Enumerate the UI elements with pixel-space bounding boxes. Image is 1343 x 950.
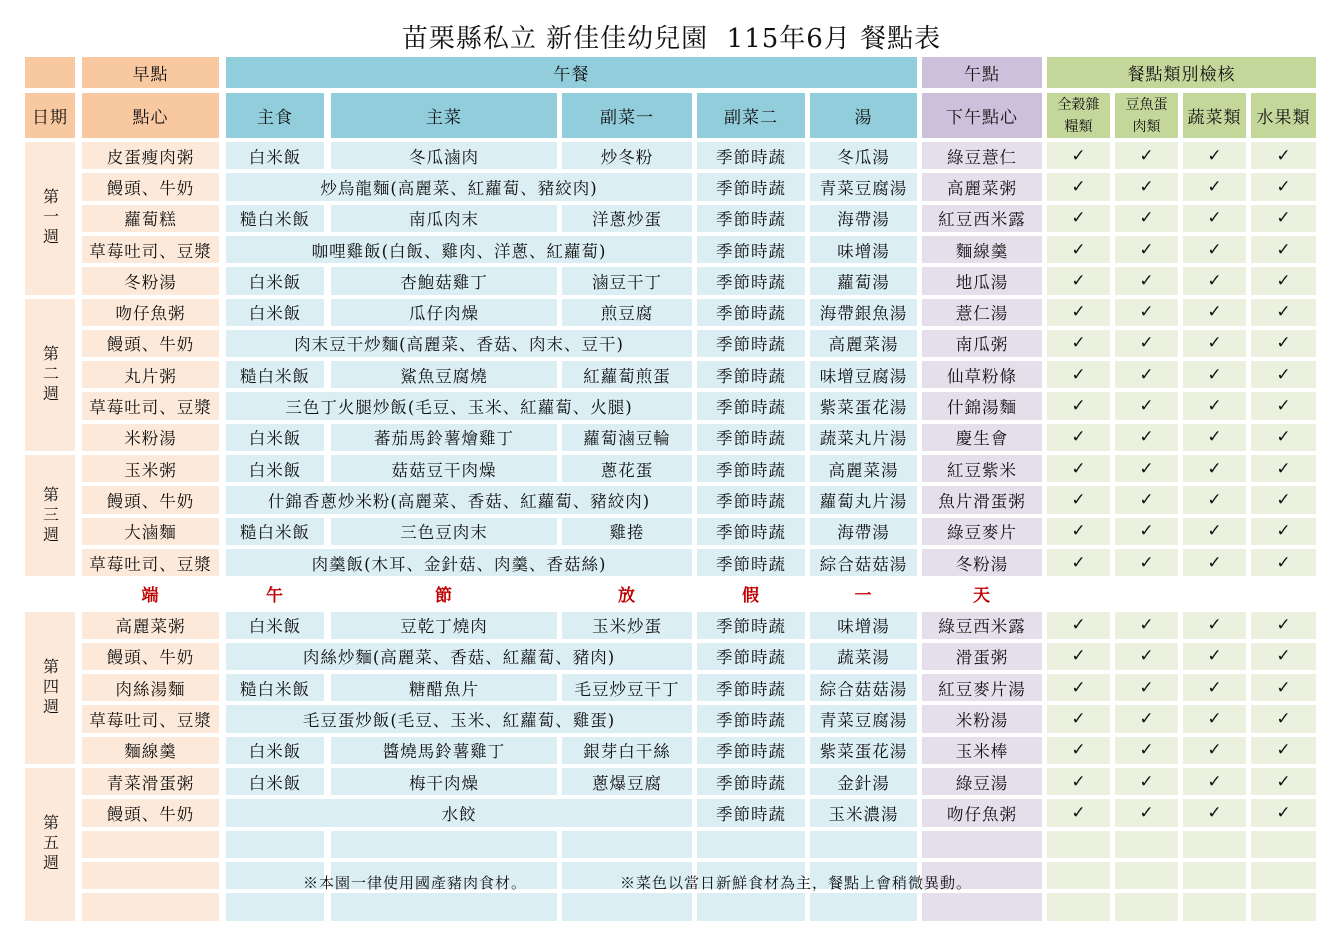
afternoon-snack-cell: 紅豆麥片湯 (922, 674, 1042, 701)
check-cell: ✓ (1115, 549, 1178, 576)
check-cell (1183, 862, 1246, 889)
check-cell: ✓ (1115, 674, 1178, 701)
check-cell: ✓ (1251, 799, 1316, 826)
staple-cell: 糙白米飯 (226, 361, 324, 388)
check-cell: ✓ (1251, 205, 1316, 232)
header-lunch: 午餐 (226, 57, 917, 88)
main-dish-cell: 豆乾丁燒肉 (331, 612, 557, 639)
afternoon-snack-cell: 綠豆麥片 (922, 518, 1042, 545)
check-cell: ✓ (1251, 705, 1316, 732)
check-cell: ✓ (1183, 392, 1246, 419)
side1-cell: 洋蔥炒蛋 (562, 205, 692, 232)
snack-cell: 饅頭、牛奶 (82, 486, 219, 513)
afternoon-snack-cell: 滑蛋粥 (922, 643, 1042, 670)
check-cell (1251, 862, 1316, 889)
main-dish-cell: 鯊魚豆腐燒 (331, 361, 557, 388)
afternoon-snack-cell: 仙草粉條 (922, 361, 1042, 388)
afternoon-snack-cell: 麵線羹 (922, 236, 1042, 263)
week-label: 第五週 (25, 768, 75, 921)
check-cell: ✓ (1047, 142, 1110, 169)
column-header-line: 糧類 (1064, 118, 1093, 135)
afternoon-snack-cell: 薏仁湯 (922, 299, 1042, 326)
snack-cell: 丸片粥 (82, 361, 219, 388)
check-cell: ✓ (1047, 455, 1110, 482)
check-cell (1251, 831, 1316, 858)
staple-cell: 白米飯 (226, 737, 324, 764)
side1-cell: 蘿蔔滷豆輪 (562, 424, 692, 451)
check-cell (1115, 862, 1178, 889)
staple-cell: 白米飯 (226, 768, 324, 795)
afternoon-snack-cell: 高麗菜粥 (922, 173, 1042, 200)
column-header-line: 全穀雜 (1057, 96, 1100, 113)
afternoon-snack-cell (922, 893, 1042, 920)
soup-cell: 味增豆腐湯 (810, 361, 917, 388)
combined-dish-cell: 水餃 (226, 799, 692, 826)
afternoon-snack-cell: 冬粉湯 (922, 549, 1042, 576)
check-cell: ✓ (1115, 267, 1178, 294)
soup-cell (810, 831, 917, 858)
column-header-protein (1115, 93, 1178, 138)
snack-cell: 皮蛋瘦肉粥 (82, 142, 219, 169)
afternoon-snack-cell: 米粉湯 (922, 705, 1042, 732)
check-cell (1183, 893, 1246, 920)
check-cell: ✓ (1183, 330, 1246, 357)
snack-cell: 青菜滑蛋粥 (82, 768, 219, 795)
side2-cell: 季節時蔬 (697, 299, 805, 326)
holiday-char: 午 (266, 586, 284, 607)
footer-note-pork: ※本園一律使用國產豬肉食材。 (303, 874, 528, 892)
side2-cell (697, 831, 805, 858)
check-cell: ✓ (1047, 674, 1110, 701)
soup-cell: 蔬菜湯 (810, 643, 917, 670)
combined-dish-cell: 毛豆蛋炒飯(毛豆、玉米、紅蘿蔔、雞蛋) (226, 705, 692, 732)
holiday-char: 天 (973, 586, 991, 607)
footer-note-changes: ※菜色以當日新鮮食材為主，餐點上會稍微異動。 (620, 874, 973, 892)
combined-dish-cell: 咖哩雞飯(白飯、雞肉、洋蔥、紅蘿蔔) (226, 236, 692, 263)
soup-cell: 高麗菜湯 (810, 330, 917, 357)
column-header-staple: 主食 (226, 93, 324, 138)
soup-cell: 味增湯 (810, 236, 917, 263)
check-cell: ✓ (1183, 361, 1246, 388)
check-cell: ✓ (1183, 173, 1246, 200)
side2-cell: 季節時蔬 (697, 205, 805, 232)
afternoon-snack-cell: 地瓜湯 (922, 267, 1042, 294)
check-cell: ✓ (1183, 518, 1246, 545)
check-cell: ✓ (1047, 424, 1110, 451)
side2-cell: 季節時蔬 (697, 705, 805, 732)
main-dish-cell: 冬瓜滷肉 (331, 142, 557, 169)
side1-cell: 雞捲 (562, 518, 692, 545)
column-header-side1: 副菜一 (562, 93, 692, 138)
side2-cell: 季節時蔬 (697, 142, 805, 169)
combined-dish-cell: 肉末豆干炒麵(高麗菜、香菇、肉末、豆干) (226, 330, 692, 357)
staple-cell: 糙白米飯 (226, 674, 324, 701)
check-cell: ✓ (1183, 799, 1246, 826)
holiday-char: 假 (742, 586, 760, 607)
side2-cell: 季節時蔬 (697, 612, 805, 639)
check-cell: ✓ (1251, 768, 1316, 795)
soup-cell: 青菜豆腐湯 (810, 173, 917, 200)
check-cell: ✓ (1047, 549, 1110, 576)
side2-cell: 季節時蔬 (697, 455, 805, 482)
staple-cell: 白米飯 (226, 267, 324, 294)
check-cell: ✓ (1115, 486, 1178, 513)
snack-cell: 麵線羹 (82, 737, 219, 764)
check-cell: ✓ (1047, 643, 1110, 670)
week-label: 第三週 (25, 455, 75, 576)
side1-cell: 銀芽白干絲 (562, 737, 692, 764)
header-corner (25, 57, 75, 88)
snack-cell: 大滷麵 (82, 518, 219, 545)
check-cell (1183, 831, 1246, 858)
check-cell: ✓ (1251, 392, 1316, 419)
soup-cell: 綜合菇菇湯 (810, 549, 917, 576)
soup-cell: 海帶湯 (810, 518, 917, 545)
check-cell: ✓ (1115, 643, 1178, 670)
week-label: 第四週 (25, 612, 75, 765)
afternoon-snack-cell: 吻仔魚粥 (922, 799, 1042, 826)
check-cell: ✓ (1251, 518, 1316, 545)
check-cell: ✓ (1183, 267, 1246, 294)
check-cell: ✓ (1183, 612, 1246, 639)
soup-cell: 綜合菇菇湯 (810, 674, 917, 701)
afternoon-snack-cell: 綠豆湯 (922, 768, 1042, 795)
soup-cell (810, 893, 917, 920)
snack-cell (82, 893, 219, 920)
afternoon-snack-cell (922, 831, 1042, 858)
check-cell: ✓ (1251, 549, 1316, 576)
side1-cell (562, 831, 692, 858)
holiday-char: 一 (854, 586, 873, 607)
side2-cell: 季節時蔬 (697, 424, 805, 451)
check-cell: ✓ (1047, 173, 1110, 200)
check-cell: ✓ (1115, 612, 1178, 639)
main-dish-cell: 杏鮑菇雞丁 (331, 267, 557, 294)
check-cell: ✓ (1183, 142, 1246, 169)
check-cell: ✓ (1251, 267, 1316, 294)
main-dish-cell: 糖醋魚片 (331, 674, 557, 701)
soup-cell: 紫菜蛋花湯 (810, 737, 917, 764)
holiday-char: 節 (435, 586, 453, 607)
side2-cell: 季節時蔬 (697, 361, 805, 388)
side1-cell: 毛豆炒豆干丁 (562, 674, 692, 701)
side2-cell (697, 893, 805, 920)
snack-cell: 玉米粥 (82, 455, 219, 482)
staple-cell: 白米飯 (226, 455, 324, 482)
staple-cell (226, 893, 324, 920)
combined-dish-cell: 肉羹飯(木耳、金針菇、肉羹、香菇絲) (226, 549, 692, 576)
snack-cell: 饅頭、牛奶 (82, 330, 219, 357)
check-cell: ✓ (1183, 643, 1246, 670)
snack-cell: 吻仔魚粥 (82, 299, 219, 326)
check-cell: ✓ (1115, 236, 1178, 263)
column-header-date: 日期 (25, 93, 75, 138)
snack-cell: 蘿蔔糕 (82, 205, 219, 232)
check-cell (1251, 893, 1316, 920)
side1-cell: 玉米炒蛋 (562, 612, 692, 639)
side2-cell: 季節時蔬 (697, 674, 805, 701)
staple-cell: 白米飯 (226, 142, 324, 169)
column-header-fruits: 水果類 (1251, 93, 1316, 138)
soup-cell: 青菜豆腐湯 (810, 705, 917, 732)
column-header-vegetables: 蔬菜類 (1183, 93, 1246, 138)
check-cell: ✓ (1047, 705, 1110, 732)
side2-cell: 季節時蔬 (697, 799, 805, 826)
main-dish-cell: 南瓜肉末 (331, 205, 557, 232)
check-cell: ✓ (1251, 424, 1316, 451)
afternoon-snack-cell: 綠豆薏仁 (922, 142, 1042, 169)
side2-cell: 季節時蔬 (697, 173, 805, 200)
check-cell: ✓ (1183, 236, 1246, 263)
check-cell: ✓ (1183, 205, 1246, 232)
combined-dish-cell: 炒烏龍麵(高麗菜、紅蘿蔔、豬絞肉) (226, 173, 692, 200)
check-cell: ✓ (1115, 142, 1178, 169)
check-cell: ✓ (1047, 330, 1110, 357)
snack-cell: 草莓吐司、豆漿 (82, 236, 219, 263)
check-cell: ✓ (1251, 330, 1316, 357)
snack-cell: 草莓吐司、豆漿 (82, 392, 219, 419)
side1-cell: 炒冬粉 (562, 142, 692, 169)
main-dish-cell: 菇菇豆干肉燥 (331, 455, 557, 482)
check-cell: ✓ (1115, 299, 1178, 326)
check-cell: ✓ (1251, 486, 1316, 513)
check-cell: ✓ (1115, 173, 1178, 200)
soup-cell: 金針湯 (810, 768, 917, 795)
soup-cell: 海帶銀魚湯 (810, 299, 917, 326)
side1-cell: 滷豆干丁 (562, 267, 692, 294)
check-cell: ✓ (1115, 205, 1178, 232)
check-cell: ✓ (1251, 737, 1316, 764)
check-cell: ✓ (1047, 486, 1110, 513)
staple-cell: 白米飯 (226, 424, 324, 451)
header-breakfast: 早點 (82, 57, 219, 88)
check-cell: ✓ (1047, 205, 1110, 232)
combined-dish-cell: 三色丁火腿炒飯(毛豆、玉米、紅蘿蔔、火腿) (226, 392, 692, 419)
check-cell: ✓ (1251, 173, 1316, 200)
snack-cell: 饅頭、牛奶 (82, 643, 219, 670)
column-header-line: 肉類 (1132, 118, 1161, 135)
check-cell (1115, 831, 1178, 858)
check-cell (1047, 893, 1110, 920)
check-cell: ✓ (1251, 674, 1316, 701)
snack-cell: 冬粉湯 (82, 267, 219, 294)
column-header-side2: 副菜二 (697, 93, 805, 138)
check-cell: ✓ (1183, 424, 1246, 451)
check-cell: ✓ (1251, 236, 1316, 263)
check-cell: ✓ (1047, 392, 1110, 419)
afternoon-snack-cell: 魚片滑蛋粥 (922, 486, 1042, 513)
check-cell: ✓ (1115, 518, 1178, 545)
header-check: 餐點類別檢核 (1047, 57, 1316, 88)
side2-cell: 季節時蔬 (697, 518, 805, 545)
staple-cell: 白米飯 (226, 299, 324, 326)
afternoon-snack-cell: 紅豆紫米 (922, 455, 1042, 482)
check-cell: ✓ (1047, 799, 1110, 826)
main-dish-cell: 瓜仔肉燥 (331, 299, 557, 326)
side2-cell: 季節時蔬 (697, 392, 805, 419)
page-title: 苗栗縣私立 新佳佳幼兒園 115年6月 餐點表 (401, 24, 942, 54)
check-cell: ✓ (1115, 799, 1178, 826)
check-cell: ✓ (1115, 424, 1178, 451)
check-cell: ✓ (1251, 142, 1316, 169)
soup-cell: 味增湯 (810, 612, 917, 639)
staple-cell: 糙白米飯 (226, 518, 324, 545)
side2-cell: 季節時蔬 (697, 330, 805, 357)
soup-cell: 海帶湯 (810, 205, 917, 232)
snack-cell: 饅頭、牛奶 (82, 173, 219, 200)
check-cell: ✓ (1115, 737, 1178, 764)
staple-cell (226, 831, 324, 858)
afternoon-snack-cell: 綠豆西米露 (922, 612, 1042, 639)
week-label: 第一週 (25, 142, 75, 295)
check-cell: ✓ (1047, 612, 1110, 639)
afternoon-snack-cell: 什錦湯麵 (922, 392, 1042, 419)
main-dish-cell: 醬燒馬鈴薯雞丁 (331, 737, 557, 764)
check-cell: ✓ (1047, 299, 1110, 326)
check-cell: ✓ (1047, 267, 1110, 294)
soup-cell: 高麗菜湯 (810, 455, 917, 482)
soup-cell: 玉米濃湯 (810, 799, 917, 826)
side2-cell: 季節時蔬 (697, 643, 805, 670)
header-afternoon: 午點 (922, 57, 1042, 88)
check-cell: ✓ (1251, 361, 1316, 388)
snack-cell (82, 862, 219, 889)
side2-cell: 季節時蔬 (697, 486, 805, 513)
main-dish-cell (331, 831, 557, 858)
afternoon-snack-cell: 玉米棒 (922, 737, 1042, 764)
side1-cell: 蔥花蛋 (562, 455, 692, 482)
check-cell: ✓ (1047, 518, 1110, 545)
week-label: 第二週 (25, 299, 75, 452)
main-dish-cell: 三色豆肉末 (331, 518, 557, 545)
column-header-soup: 湯 (810, 93, 917, 138)
afternoon-snack-cell: 南瓜粥 (922, 330, 1042, 357)
column-header-snack: 點心 (82, 93, 219, 138)
side2-cell: 季節時蔬 (697, 236, 805, 263)
snack-cell: 高麗菜粥 (82, 612, 219, 639)
check-cell: ✓ (1251, 455, 1316, 482)
side1-cell: 煎豆腐 (562, 299, 692, 326)
column-header-afternoon-snack: 下午點心 (922, 93, 1042, 138)
check-cell: ✓ (1115, 361, 1178, 388)
snack-cell: 米粉湯 (82, 424, 219, 451)
soup-cell: 蔬菜丸片湯 (810, 424, 917, 451)
check-cell: ✓ (1047, 768, 1110, 795)
snack-cell: 肉絲湯麵 (82, 674, 219, 701)
holiday-char: 端 (141, 586, 160, 607)
staple-cell: 糙白米飯 (226, 205, 324, 232)
check-cell (1047, 862, 1110, 889)
check-cell (1047, 831, 1110, 858)
side1-cell: 紅蘿蔔煎蛋 (562, 361, 692, 388)
check-cell: ✓ (1251, 299, 1316, 326)
check-cell: ✓ (1115, 330, 1178, 357)
check-cell: ✓ (1183, 549, 1246, 576)
main-dish-cell: 梅干肉燥 (331, 768, 557, 795)
check-cell: ✓ (1183, 674, 1246, 701)
check-cell: ✓ (1183, 768, 1246, 795)
check-cell: ✓ (1115, 392, 1178, 419)
check-cell: ✓ (1251, 643, 1316, 670)
soup-cell: 紫菜蛋花湯 (810, 392, 917, 419)
check-cell: ✓ (1115, 705, 1178, 732)
column-header-main-dish: 主菜 (331, 93, 557, 138)
side2-cell: 季節時蔬 (697, 267, 805, 294)
combined-dish-cell: 什錦香蔥炒米粉(高麗菜、香菇、紅蘿蔔、豬絞肉) (226, 486, 692, 513)
side1-cell (562, 893, 692, 920)
main-dish-cell (331, 893, 557, 920)
check-cell: ✓ (1183, 737, 1246, 764)
check-cell: ✓ (1047, 737, 1110, 764)
staple-cell: 白米飯 (226, 612, 324, 639)
holiday-char: 放 (618, 586, 636, 607)
side2-cell: 季節時蔬 (697, 549, 805, 576)
side1-cell: 蔥爆豆腐 (562, 768, 692, 795)
soup-cell: 蘿蔔丸片湯 (810, 486, 917, 513)
snack-cell: 草莓吐司、豆漿 (82, 705, 219, 732)
check-cell: ✓ (1183, 705, 1246, 732)
afternoon-snack-cell: 慶生會 (922, 424, 1042, 451)
check-cell: ✓ (1183, 455, 1246, 482)
column-header-grains (1047, 93, 1110, 138)
check-cell: ✓ (1115, 455, 1178, 482)
check-cell: ✓ (1115, 768, 1178, 795)
snack-cell (82, 831, 219, 858)
main-dish-cell: 蕃茄馬鈴薯燴雞丁 (331, 424, 557, 451)
snack-cell: 饅頭、牛奶 (82, 799, 219, 826)
check-cell: ✓ (1251, 612, 1316, 639)
side2-cell: 季節時蔬 (697, 768, 805, 795)
check-cell: ✓ (1183, 299, 1246, 326)
column-header-line: 豆魚蛋 (1125, 96, 1168, 113)
side2-cell: 季節時蔬 (697, 737, 805, 764)
check-cell: ✓ (1183, 486, 1246, 513)
snack-cell: 草莓吐司、豆漿 (82, 549, 219, 576)
afternoon-snack-cell: 紅豆西米露 (922, 205, 1042, 232)
combined-dish-cell: 肉絲炒麵(高麗菜、香菇、紅蘿蔔、豬肉) (226, 643, 692, 670)
check-cell: ✓ (1047, 236, 1110, 263)
soup-cell: 冬瓜湯 (810, 142, 917, 169)
check-cell: ✓ (1047, 361, 1110, 388)
check-cell (1115, 893, 1178, 920)
soup-cell: 蘿蔔湯 (810, 267, 917, 294)
